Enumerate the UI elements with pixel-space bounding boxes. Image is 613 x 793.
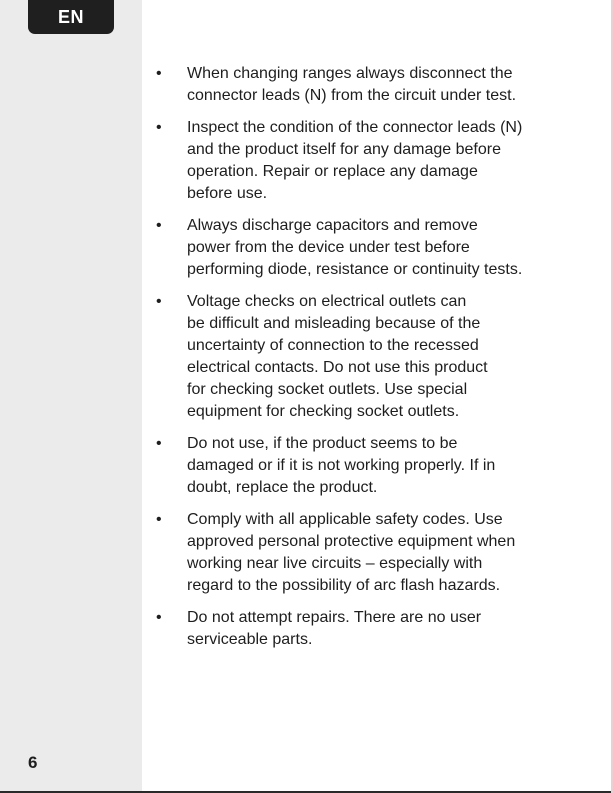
safety-instructions-list bbox=[154, 63, 574, 661]
list-item bbox=[154, 63, 574, 107]
list-item bbox=[154, 291, 574, 423]
bullet-icon: • bbox=[156, 435, 162, 452]
bullet-icon: • bbox=[156, 119, 162, 136]
list-item-text: Comply with all applicable safety codes. Use approved personal protective equipment when working near live circuits – especially with regard to the possibility of arc flash hazards. bbox=[187, 511, 516, 594]
list-item bbox=[154, 607, 574, 651]
bullet-icon: • bbox=[156, 609, 162, 626]
list-item bbox=[154, 509, 574, 597]
sidebar-panel bbox=[0, 0, 142, 793]
list-item bbox=[154, 433, 574, 499]
list-item-text: Do not use, if the product seems to be damaged or if it is not working properly. If in doubt, replace the product. bbox=[187, 435, 496, 496]
list-item-text: Always discharge capacitors and remove power from the device under test before performing diode, resistance or continuity tests. bbox=[187, 217, 523, 278]
list-item bbox=[154, 215, 574, 281]
list-item-text: When changing ranges always disconnect the connector leads (N) from the circuit under test. bbox=[187, 65, 517, 104]
list-item-text: Do not attempt repairs. There are no user serviceable parts. bbox=[187, 609, 482, 648]
list-item-text: Inspect the condition of the connector leads (N) and the product itself for any damage before operation. Repair or replace any damage before use. bbox=[187, 119, 523, 202]
list-item-text: Voltage checks on electrical outlets can be difficult and misleading because of the uncertainty of connection to the recessed electrical contacts. Do not use this product for checking socket outlets. Use special equipment for checking socket outlets. bbox=[187, 293, 488, 420]
bullet-icon: • bbox=[156, 511, 162, 528]
page-number: 6 bbox=[28, 753, 38, 772]
bullet-icon: • bbox=[156, 217, 162, 234]
list-item bbox=[154, 117, 574, 205]
bullet-icon: • bbox=[156, 293, 162, 310]
bullet-icon: • bbox=[156, 65, 162, 82]
language-tab: EN bbox=[28, 0, 114, 34]
